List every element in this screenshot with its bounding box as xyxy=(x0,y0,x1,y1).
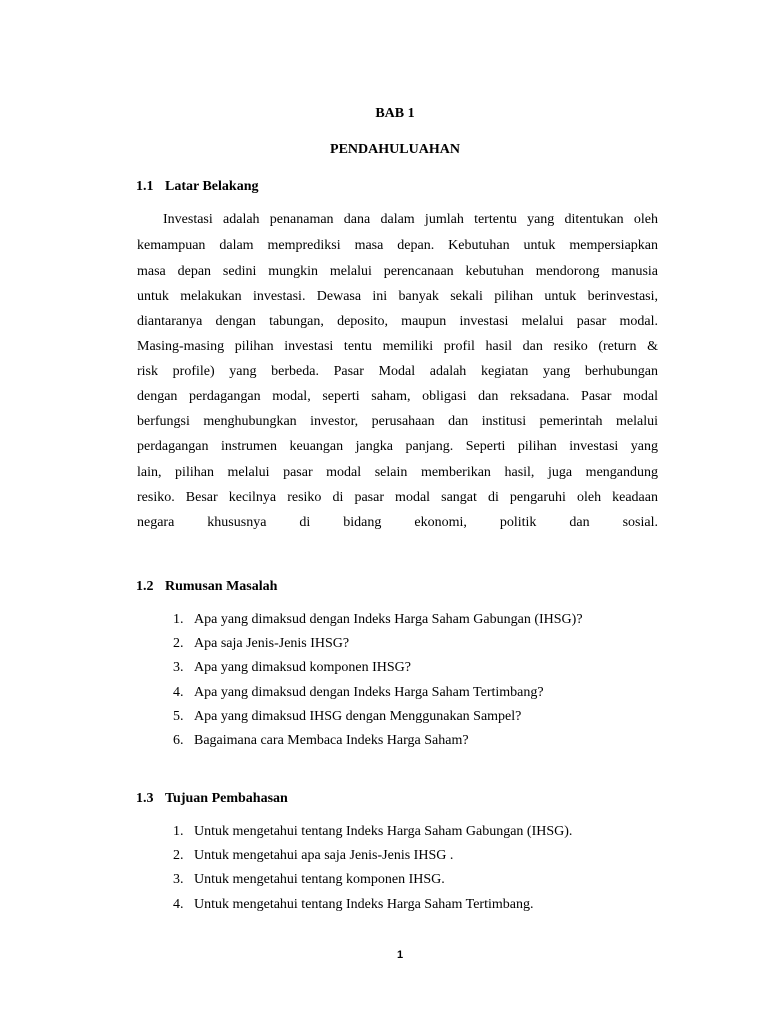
list-item xyxy=(173,611,583,635)
paragraph-line: Investasi adalah penanaman dana dalam jumlah tertentu yang ditentukan oleh xyxy=(163,212,658,227)
list-item xyxy=(173,684,583,708)
chapter-title: PENDAHULUAHAN xyxy=(330,142,460,157)
list-item xyxy=(173,708,583,732)
chapter-label: BAB 1 xyxy=(375,106,415,121)
list-item-text: Bagaimana cara Membaca Indeks Harga Saham? xyxy=(194,732,469,748)
list-item-text: Untuk mengetahui apa saja Jenis-Jenis IHSG . xyxy=(194,848,454,864)
list-item-number: 1. xyxy=(173,612,184,627)
list-item-text: Untuk mengetahui tentang komponen IHSG. xyxy=(194,872,445,888)
list-item-number: 2. xyxy=(173,848,184,864)
list-item xyxy=(173,871,572,895)
section-heading-tujuan-pembahasan xyxy=(136,790,288,808)
list-item-text: Apa saja Jenis-Jenis IHSG? xyxy=(194,636,350,652)
rumusan-masalah-list xyxy=(173,611,583,756)
list-item xyxy=(173,635,583,659)
section-title: Tujuan Pembahasan xyxy=(165,791,288,806)
list-item-number: 3. xyxy=(173,872,184,888)
list-item xyxy=(173,847,572,871)
section-heading-latar-belakang xyxy=(136,178,258,196)
section-heading-rumusan-masalah xyxy=(136,578,277,596)
section-number: 1.1 xyxy=(136,179,154,194)
list-item xyxy=(173,732,583,756)
paragraph-line: dengan perdagangan modal, seperti saham, obligasi dan reksadana. Pasar modal xyxy=(137,389,658,404)
list-item-text: Apa yang dimaksud dengan Indeks Harga Saham Tertimbang? xyxy=(194,684,544,700)
list-item-text: Apa yang dimaksud dengan Indeks Harga Saham Gabungan (IHSG)? xyxy=(194,612,583,627)
page-number: 1 xyxy=(396,949,404,961)
paragraph-line: untuk melakukan investasi. Dewasa ini banyak sekali pilihan untuk berinvestasi, xyxy=(137,289,658,304)
list-item-text: Apa yang dimaksud komponen IHSG? xyxy=(194,660,411,676)
list-item xyxy=(173,659,583,683)
list-item-number: 1. xyxy=(173,824,184,839)
list-item-number: 4. xyxy=(173,896,184,912)
section-title: Rumusan Masalah xyxy=(165,579,278,594)
list-item-number: 5. xyxy=(173,708,184,724)
paragraph-line: Masing-masing pilihan investasi tentu memiliki profil hasil dan resiko (return & xyxy=(137,339,658,354)
paragraph-line: resiko. Besar kecilnya resiko di pasar modal sangat di pengaruhi oleh keadaan xyxy=(137,490,658,505)
section-number: 1.2 xyxy=(136,579,154,594)
paragraph-line: risk profile) yang berbeda. Pasar Modal adalah kegiatan yang berhubungan xyxy=(137,364,658,379)
list-item-text: Untuk mengetahui tentang Indeks Harga Saham Tertimbang. xyxy=(194,896,534,912)
paragraph-line: masa depan sedini mungkin melalui perencanaan kebutuhan mendorong manusia xyxy=(137,264,658,279)
list-item xyxy=(173,823,572,847)
list-item-number: 4. xyxy=(173,684,184,700)
paragraph-line: perdagangan instrumen keuangan jangka panjang. Seperti pilihan investasi yang xyxy=(137,439,658,454)
list-item-number: 3. xyxy=(173,660,184,676)
list-item-number: 6. xyxy=(173,732,184,748)
paragraph-line: diantaranya dengan tabungan, deposito, maupun investasi melalui pasar modal. xyxy=(137,314,658,329)
section-title: Latar Belakang xyxy=(165,179,259,194)
list-item-text: Apa yang dimaksud IHSG dengan Menggunakan Sampel? xyxy=(194,708,522,724)
list-item xyxy=(173,896,572,920)
paragraph-line: negara khususnya di bidang ekonomi, politik dan sosial. xyxy=(137,515,658,530)
tujuan-pembahasan-list xyxy=(173,823,572,920)
list-item-text: Untuk mengetahui tentang Indeks Harga Saham Gabungan (IHSG). xyxy=(194,824,573,839)
paragraph-line: berfungsi menghubungkan investor, perusahaan dan institusi pemerintah melalui xyxy=(137,414,658,429)
section-number: 1.3 xyxy=(136,791,154,806)
list-item-number: 2. xyxy=(173,636,184,652)
paragraph-line: kemampuan dalam memprediksi masa depan. Kebutuhan untuk mempersiapkan xyxy=(137,238,658,253)
paragraph-line: lain, pilihan melalui pasar modal selain memberikan hasil, juga mengandung xyxy=(137,465,658,480)
